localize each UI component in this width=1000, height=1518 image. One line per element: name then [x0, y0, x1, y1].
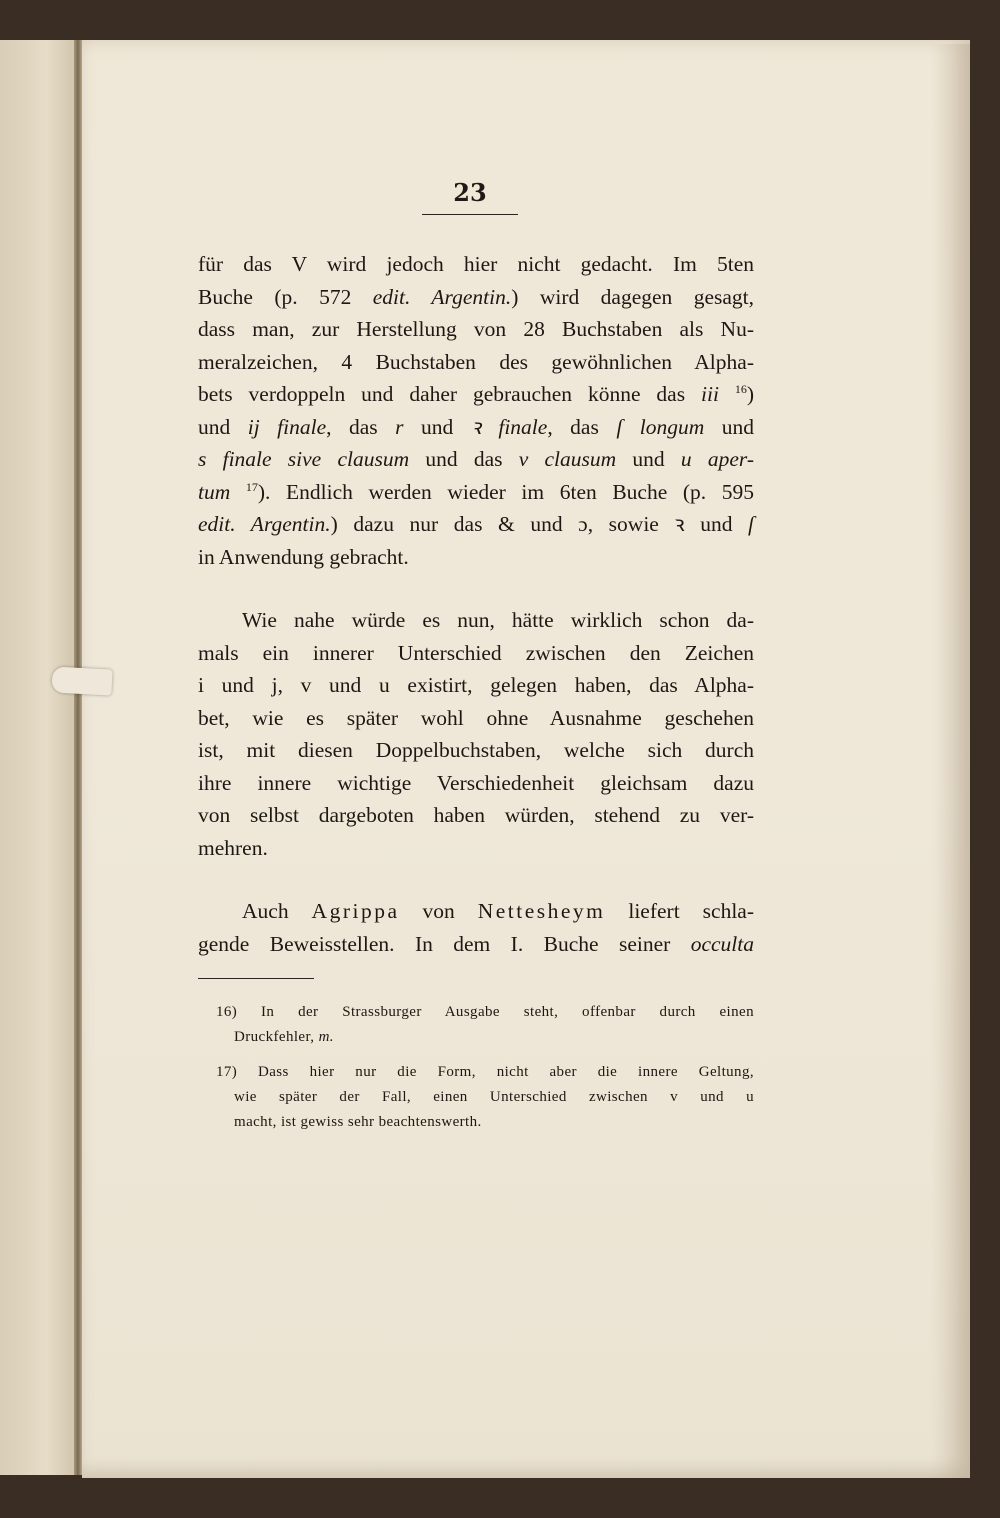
footnote-marker: 17 — [245, 479, 258, 494]
page-edge-shading — [930, 44, 970, 1478]
paragraph-1 — [198, 248, 754, 573]
text-line: edit. Argentin.) dazu nur das & und ɔ, sowie ꝛ und ſ — [198, 512, 755, 536]
text-line: Wie nahe würde es nun, hätte wirklich schon da- — [242, 608, 754, 632]
text-line: meralzeichen, 4 Buchstaben des gewöhnlichen Alpha- — [198, 349, 754, 374]
italic-text: ꝛ finale — [470, 414, 548, 439]
italic-text: m. — [318, 1029, 334, 1045]
text-line: Auch Agrippa von Nettesheym liefert schla- — [242, 899, 754, 923]
text-line: dass man, zur Herstellung von 28 Buchstaben als Nu- — [198, 317, 754, 341]
book-gutter — [74, 40, 82, 1475]
text-line: gende Beweisstellen. In dem I. Buche seiner occulta — [198, 931, 754, 956]
italic-text: iii — [701, 382, 719, 406]
italic-text: edit. Argentin. — [372, 284, 512, 309]
text-line: für das V wird jedoch hier nicht gedacht. Im 5ten — [198, 252, 754, 276]
italic-text: occulta — [690, 931, 754, 956]
italic-text: s finale sive clausum — [198, 447, 410, 471]
text-line: von selbst dargeboten haben würden, stehend zu ver- — [198, 803, 754, 827]
italic-text: edit. Argentin. — [198, 512, 331, 536]
text-line: bet, wie es später wohl ohne Ausnahme geschehen — [198, 705, 754, 730]
italic-text: r — [395, 414, 404, 439]
text-line: i und j, v und u existirt, gelegen haben, das Alpha- — [198, 673, 754, 697]
page-number: 23 — [453, 178, 487, 207]
footnote — [216, 1000, 754, 1050]
facing-page-edge — [0, 40, 78, 1475]
italic-text: ſ — [748, 512, 755, 536]
text-line: in Anwendung gebracht. — [198, 544, 409, 569]
spaced-name: Agrippa — [311, 899, 400, 923]
italic-text: u aper- — [680, 447, 754, 471]
italic-text: ij finale — [247, 414, 327, 439]
footnote-line: 16) In der Strassburger Ausgabe steht, offenbar durch einen — [216, 1004, 754, 1020]
italic-text: tum — [198, 479, 231, 504]
paragraph-2 — [198, 604, 754, 864]
paragraph-3 — [198, 895, 754, 960]
text-line: bets verdoppeln und daher gebrauchen könne das iii $^{16}$) — [198, 381, 755, 406]
footnotes — [216, 1000, 754, 1135]
footnote-marker: 16 — [734, 381, 747, 396]
footnote-line: wie später der Fall, einen Unterschied zwischen v und u — [234, 1089, 754, 1105]
footnote — [216, 1060, 754, 1135]
text-line: tum $^{17}$). Endlich werden wieder im 6ten Buche (p. 595 — [198, 479, 754, 504]
text-line: und ij finale, das r und ꝛ finale, das ſ longum und — [198, 414, 754, 439]
text-line: s finale sive clausum und das v clausum und u aper- — [198, 447, 754, 471]
text-line: Buche (p. 572 edit. Argentin.) wird dagegen gesagt, — [198, 284, 755, 309]
footnote-rule — [198, 978, 314, 979]
footnote-line: macht, ist gewiss sehr beachtenswerth. — [234, 1114, 482, 1130]
spaced-name: Nettesheym — [477, 899, 606, 923]
body-text — [198, 248, 754, 960]
text-line: mals ein innerer Unterschied zwischen den Zeichen — [198, 640, 754, 665]
page-number-rule — [422, 214, 518, 215]
italic-text: ſ longum — [616, 414, 705, 439]
text-line: ihre innere wichtige Verschiedenheit gleichsam dazu — [198, 770, 754, 795]
italic-text: v clausum — [518, 447, 617, 471]
binding-tab — [51, 666, 112, 695]
text-line: mehren. — [198, 835, 268, 860]
text-line: ist, mit diesen Doppelbuchstaben, welche sich durch — [198, 738, 754, 762]
footnote-line: 17) Dass hier nur die Form, nicht aber die innere Geltung, — [216, 1064, 754, 1080]
footnote-line: Druckfehler, m. — [234, 1029, 334, 1045]
